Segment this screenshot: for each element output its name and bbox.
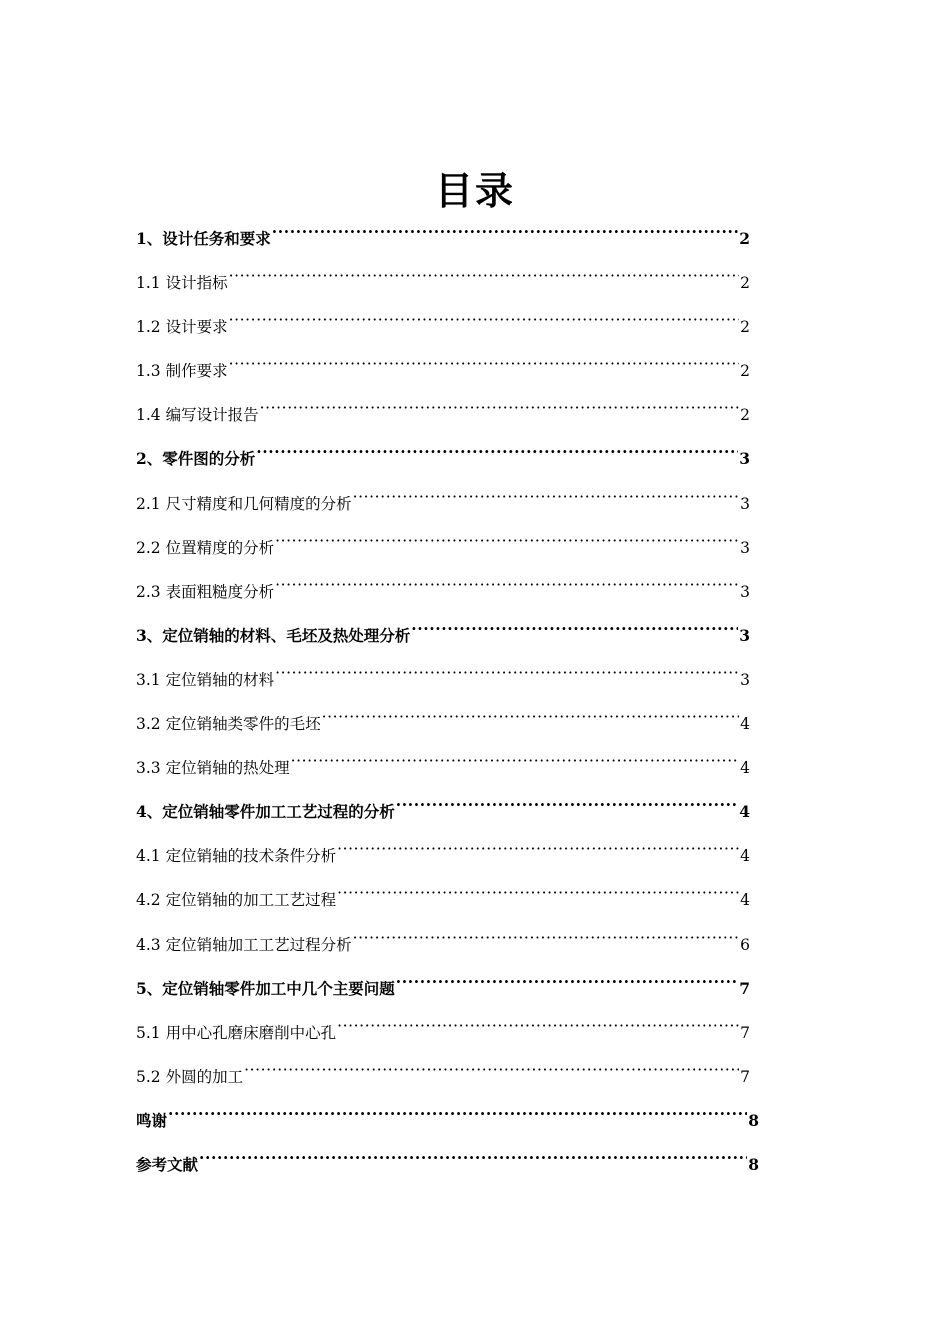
toc-entry[interactable] — [136, 1146, 759, 1190]
toc-entry-text: 1、设计任务和要求 — [136, 229, 271, 248]
toc-entry-text: 鸣谢 — [136, 1110, 168, 1130]
toc-entry[interactable] — [136, 308, 750, 352]
toc-entry-text: 4.3 定位销轴加工工艺过程分析 — [136, 935, 352, 954]
toc-page-number: 7 — [739, 978, 750, 998]
toc-entry-text: 1.4 编写设计报告 — [136, 406, 259, 425]
toc-page-number: 4 — [740, 759, 750, 778]
toc-entry[interactable] — [136, 1014, 750, 1058]
toc-page-number: 4 — [740, 847, 750, 866]
toc-dot-leader — [291, 749, 740, 773]
toc-dot-leader — [275, 573, 739, 597]
toc-entry-text: 5.2 外圆的加工 — [136, 1067, 244, 1086]
toc-entry[interactable] — [136, 793, 750, 837]
toc-page-number: 8 — [748, 1110, 759, 1130]
toc-dot-leader — [396, 793, 738, 817]
toc-entry-text: 4.2 定位销轴的加工工艺过程 — [136, 891, 337, 910]
toc-dot-leader — [244, 1058, 739, 1082]
toc-page-number: 2 — [739, 229, 750, 248]
toc-entry-text: 2.1 尺寸精度和几何精度的分析 — [136, 494, 352, 513]
toc-page-number: 7 — [740, 1023, 750, 1042]
toc-dot-leader — [337, 1014, 739, 1038]
toc-entry[interactable] — [136, 749, 750, 793]
toc-page-number: 4 — [739, 802, 750, 822]
toc-page-number: 3 — [740, 494, 750, 513]
toc-dot-leader — [199, 1146, 747, 1170]
toc-dot-leader — [260, 396, 740, 420]
toc-entry[interactable] — [136, 529, 750, 573]
toc-page-number: 6 — [740, 935, 750, 954]
toc-page-number: 3 — [739, 449, 750, 469]
toc-entry[interactable] — [136, 926, 750, 970]
toc-entry[interactable] — [136, 837, 750, 881]
toc-entry-text: 参考文献 — [136, 1154, 199, 1174]
toc-page-number: 3 — [739, 625, 750, 645]
table-of-contents — [136, 220, 766, 1190]
toc-page-number: 3 — [740, 670, 750, 689]
toc-page-number: 7 — [740, 1067, 750, 1086]
toc-dot-leader — [411, 617, 738, 641]
toc-page-number: 2 — [740, 406, 750, 425]
toc-page-number: 2 — [740, 318, 750, 337]
toc-entry[interactable] — [136, 485, 750, 529]
toc-dot-leader — [229, 264, 740, 288]
toc-entry[interactable] — [136, 1058, 750, 1102]
toc-page-number: 4 — [740, 891, 750, 910]
toc-page-number: 2 — [740, 362, 750, 381]
toc-page-number: 3 — [740, 582, 750, 601]
toc-entry[interactable] — [136, 661, 750, 705]
toc-entry[interactable] — [136, 352, 750, 396]
toc-entry[interactable] — [136, 970, 750, 1014]
toc-entry-text: 1.3 制作要求 — [136, 362, 228, 381]
toc-dot-leader — [272, 220, 738, 244]
toc-dot-leader — [256, 440, 738, 464]
toc-entry[interactable] — [136, 573, 750, 617]
toc-entry[interactable] — [136, 617, 750, 661]
toc-entry-text: 3、定位销轴的材料、毛坯及热处理分析 — [136, 625, 411, 645]
toc-page-number: 3 — [740, 538, 750, 557]
toc-entry-text: 4.1 定位销轴的技术条件分析 — [136, 847, 337, 866]
toc-dot-leader — [168, 1102, 747, 1126]
toc-entry-text: 1.1 设计指标 — [136, 274, 228, 293]
toc-entry[interactable] — [136, 881, 750, 925]
toc-entry[interactable] — [136, 396, 750, 440]
toc-dot-leader — [337, 837, 739, 861]
toc-dot-leader — [229, 308, 740, 332]
toc-entry-text: 5、定位销轴零件加工中几个主要问题 — [136, 978, 395, 998]
toc-entry-text: 3.1 定位销轴的材料 — [136, 670, 275, 689]
toc-dot-leader — [275, 661, 739, 685]
toc-dot-leader — [353, 485, 740, 509]
toc-entry-text: 1.2 设计要求 — [136, 318, 228, 337]
page-title: 目录 — [434, 168, 515, 213]
toc-dot-leader — [275, 529, 739, 553]
toc-entry[interactable] — [136, 1102, 759, 1146]
toc-entry[interactable] — [136, 220, 750, 264]
toc-entry[interactable] — [136, 705, 750, 749]
toc-entry-text: 3.3 定位销轴的热处理 — [136, 759, 290, 778]
toc-entry-text: 2.2 位置精度的分析 — [136, 538, 275, 557]
toc-entry-text: 4、定位销轴零件加工工艺过程的分析 — [136, 802, 395, 822]
toc-dot-leader — [337, 881, 739, 905]
toc-entry-text: 2、零件图的分析 — [136, 449, 256, 469]
toc-page-number: 4 — [740, 715, 750, 734]
toc-dot-leader — [396, 970, 738, 994]
toc-dot-leader — [322, 705, 740, 729]
toc-entry[interactable] — [136, 264, 750, 308]
toc-entry-text: 2.3 表面粗糙度分析 — [136, 582, 275, 601]
toc-dot-leader — [229, 352, 740, 376]
toc-page-number: 2 — [740, 274, 750, 293]
toc-entry-text: 3.2 定位销轴类零件的毛坯 — [136, 715, 321, 734]
toc-entry-text: 5.1 用中心孔磨床磨削中心孔 — [136, 1023, 337, 1042]
toc-entry[interactable] — [136, 440, 750, 484]
toc-dot-leader — [353, 926, 740, 950]
toc-page-number: 8 — [748, 1154, 759, 1174]
